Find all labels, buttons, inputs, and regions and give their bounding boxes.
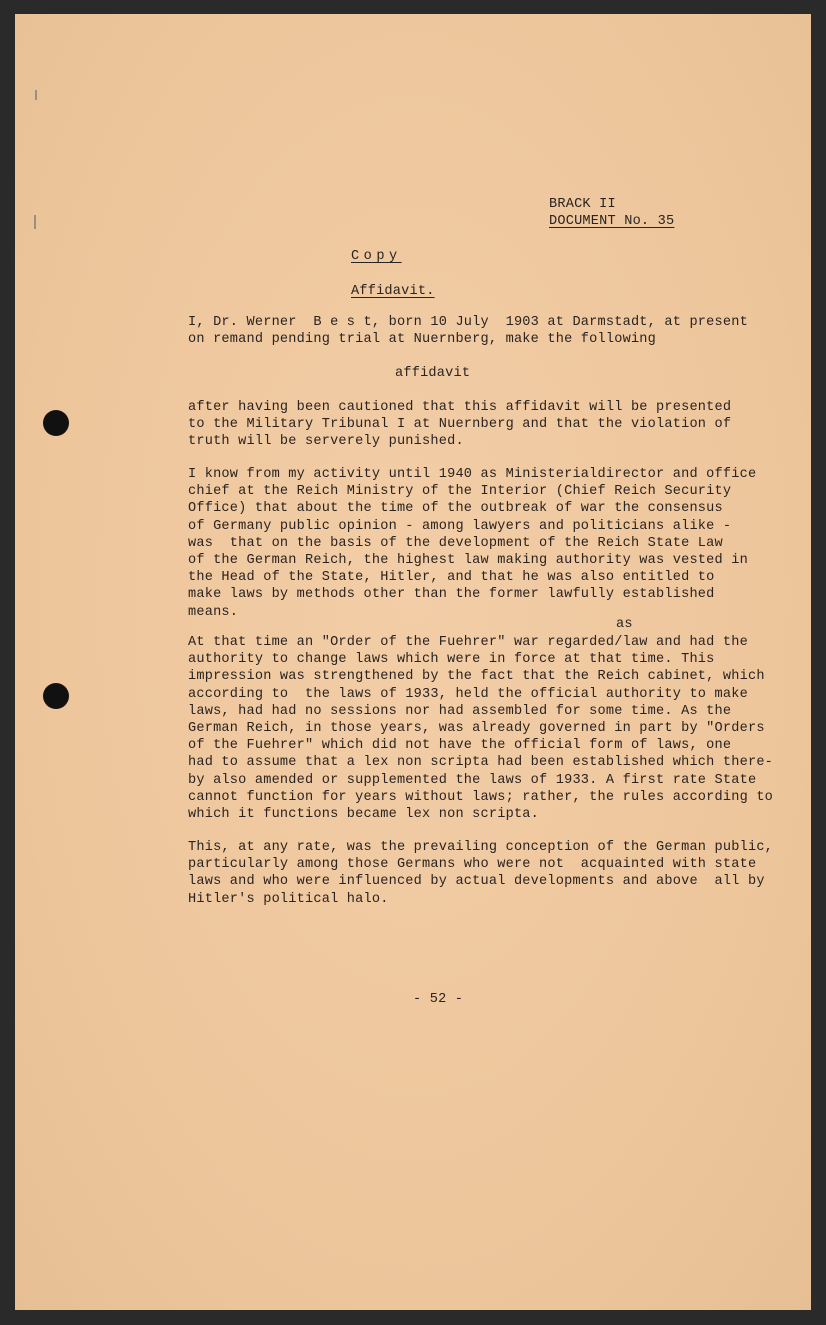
text-line: I know from my activity until 1940 as Ministerialdirector and office [188, 467, 757, 482]
affidavit-word: affidavit [395, 366, 471, 381]
text-line: on remand pending trial at Nuernberg, make the following [188, 332, 657, 348]
text-line: At that time an "Order of the Fuehrer" war regarded/law and had the [188, 635, 748, 650]
text-line: Hitler's political halo. [188, 891, 389, 907]
text-line: chief at the Reich Ministry of the Interior (Chief Reich Security [188, 484, 732, 500]
text-line: German Reich, in those years, was already governed in part by "Orders [188, 721, 765, 737]
text-line: particularly among those Germans who were not acquainted with state [188, 857, 757, 873]
text-line: impression was strengthened by the fact that the Reich cabinet, which [188, 669, 765, 685]
text-line: means. [188, 604, 239, 620]
text-line: according to the laws of 1933, held the official authority to make [188, 686, 748, 702]
intro-paragraph [188, 314, 748, 348]
text-line: was that on the basis of the development of the Reich State Law [188, 535, 723, 551]
text-line: had to assume that a lex non scripta had been established which there- [188, 755, 774, 771]
text-line: laws and who were influenced by actual developments and above all by [188, 874, 765, 890]
handwritten-insertion: as [616, 617, 633, 632]
text-line: cannot function for years without laws; rather, the rules according to [188, 789, 774, 805]
text-line: truth will be serverely punished. [188, 434, 464, 450]
text-line: to the Military Tribunal I at Nuernberg and that the violation of [188, 417, 732, 433]
punch-hole-top [43, 410, 69, 436]
fuehrer-order-paragraph [188, 634, 773, 823]
text-line: Office) that about the time of the outbreak of war the consensus [188, 501, 723, 517]
conclusion-paragraph [188, 839, 773, 908]
text-line: This, at any rate, was the prevailing conception of the German public, [188, 840, 774, 855]
text-line: authority to change laws which were in force at that time. This [188, 652, 715, 668]
text-line: of the German Reich, the highest law making authority was vested in [188, 553, 748, 569]
page-number: - 52 - [413, 992, 464, 1007]
affidavit-heading: Affidavit. [351, 284, 435, 299]
punch-hole-bottom [43, 683, 69, 709]
caution-paragraph [188, 399, 731, 451]
text-line: of Germany public opinion - among lawyers and politicians alike - [188, 518, 732, 534]
text-line: after having been cautioned that this affidavit will be presented [188, 400, 732, 415]
text-line: laws, had had no sessions nor had assembled for some time. As the [188, 703, 732, 719]
text-line: I, Dr. Werner B e s t, born 10 July 1903 at Darmstadt, at present [188, 315, 748, 330]
text-line: make laws by methods other than the former lawfully established [188, 587, 715, 603]
activity-paragraph [188, 466, 756, 621]
text-line: of the Fuehrer" which did not have the official form of laws, one [188, 738, 732, 754]
document-reference-line2: DOCUMENT No. 35 [549, 214, 675, 229]
text-line: which it functions became lex non scripta. [188, 807, 540, 823]
text-line: the Head of the State, Hitler, and that he was also entitled to [188, 570, 715, 586]
margin-mark [34, 215, 36, 229]
margin-mark [35, 90, 37, 100]
text-line: by also amended or supplemented the laws of 1933. A first rate State [188, 772, 757, 788]
copy-heading: Copy [351, 249, 402, 264]
document-reference-line1: BRACK II [549, 197, 616, 212]
